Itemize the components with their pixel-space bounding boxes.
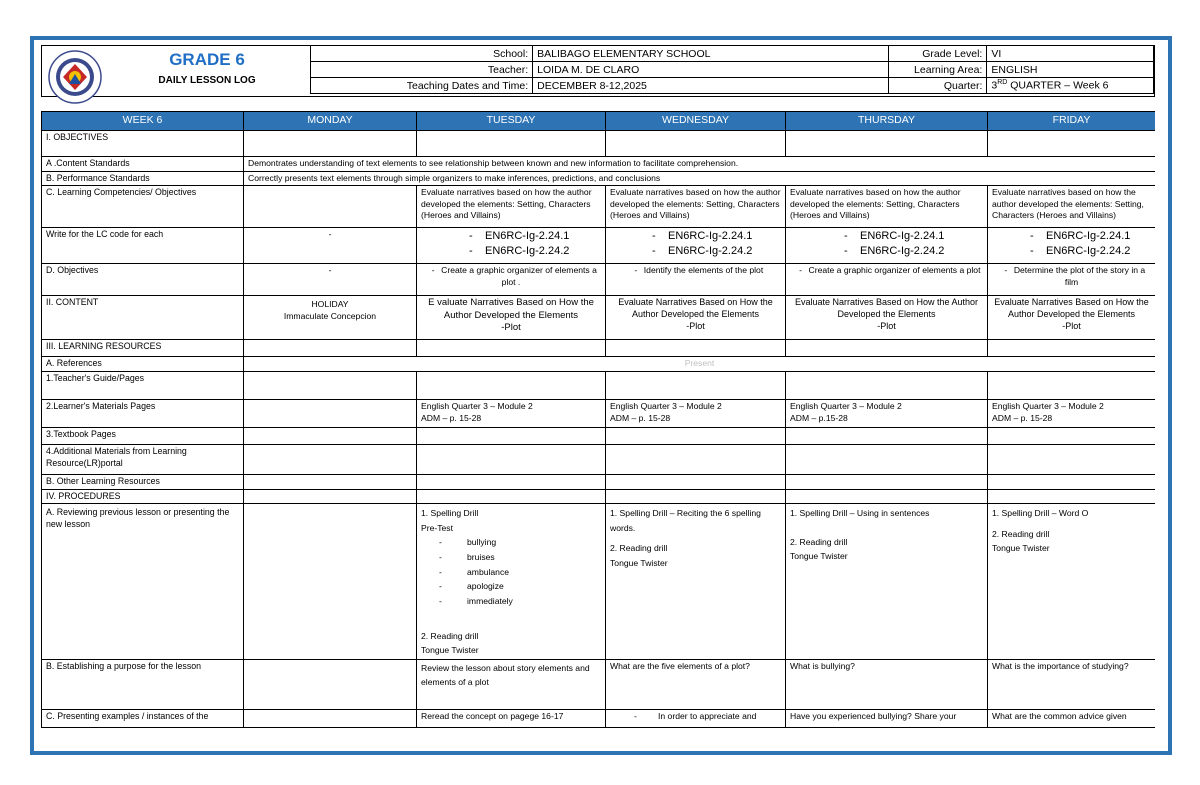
obj-thu: - Create a graphic organizer of elements a plot <box>786 264 988 296</box>
lesson-table <box>41 111 1155 728</box>
list-item: - immediately <box>439 594 601 609</box>
row-label: C. Presenting examples / instances of the <box>42 709 244 727</box>
table-row <box>42 504 1156 659</box>
references-placeholder: Present <box>244 357 1156 372</box>
list-item: - ambulance <box>439 565 601 580</box>
content-tue: E valuate Narratives Based on How the Author Developed the Elements -Plot <box>417 296 606 340</box>
competency-thu: Evaluate narratives based on how the author developed the elements: Setting, Characters (Heroes and Villains) <box>786 186 988 228</box>
row-label: A. References <box>42 357 244 372</box>
row-label: B. Performance Standards <box>42 172 244 186</box>
spelling-word-list <box>421 535 601 608</box>
teacher-label: Teacher: <box>311 62 533 78</box>
lm-wed: English Quarter 3 – Module 2 ADM – p. 15-28 <box>606 400 786 428</box>
col-monday: MONDAY <box>244 112 417 131</box>
table-row <box>42 372 1156 400</box>
present-thu: Have you experienced bullying? Share your <box>786 709 988 727</box>
purpose-fri: What is the importance of studying? <box>988 659 1156 709</box>
table-row <box>42 489 1156 503</box>
lesson-log <box>41 45 1155 750</box>
row-label: IV. PROCEDURES <box>42 489 244 503</box>
content-fri: Evaluate Narratives Based on How the Author Developed the Elements -Plot <box>988 296 1156 340</box>
table-row <box>42 186 1156 228</box>
purpose-wed: What are the five elements of a plot? <box>606 659 786 709</box>
table-row <box>42 659 1156 709</box>
obj-tue: - Create a graphic organizer of elements a plot . <box>417 264 606 296</box>
learning-area-value: ENGLISH <box>987 62 1154 78</box>
row-label: D. Objectives <box>42 264 244 296</box>
row-label: 1.Teacher's Guide/Pages <box>42 372 244 400</box>
col-week: WEEK 6 <box>42 112 244 131</box>
lc-fri: - EN6RC-Ig-2.24.1 - EN6RC-Ig-2.24.2 <box>988 228 1156 264</box>
quarter-number: 3 <box>991 79 998 92</box>
table-row <box>42 264 1156 296</box>
row-label: B. Establishing a purpose for the lesson <box>42 659 244 709</box>
performance-standards-text: Correctly presents text elements through simple organizers to make inferences, predictions, and conclusions <box>244 172 1156 186</box>
learning-area-label: Learning Area: <box>888 62 987 78</box>
table-row <box>42 357 1156 372</box>
row-label: 3.Textbook Pages <box>42 428 244 445</box>
present-fri: What are the common advice given <box>988 709 1156 727</box>
list-item: - bullying <box>439 535 601 550</box>
row-label: I. OBJECTIVES <box>42 131 244 157</box>
teacher-value: LOIDA M. DE CLARO <box>533 62 888 78</box>
row-label: 2.Learner's Materials Pages <box>42 400 244 428</box>
table-row <box>42 296 1156 340</box>
purpose-thu: What is bullying? <box>786 659 988 709</box>
row-label: A. Reviewing previous lesson or presenting the new lesson <box>42 504 244 659</box>
table-row <box>42 340 1156 357</box>
obj-monday: - <box>244 264 417 296</box>
quarter-value <box>987 78 1154 94</box>
col-wednesday: WEDNESDAY <box>606 112 786 131</box>
school-value: BALIBAGO ELEMENTARY SCHOOL <box>533 46 888 62</box>
row-label: B. Other Learning Resources <box>42 475 244 489</box>
row-label: II. CONTENT <box>42 296 244 340</box>
table-row <box>42 228 1156 264</box>
competency-fri: Evaluate narratives based on how the author developed the elements: Setting, Characters (Heroes and Villains) <box>988 186 1156 228</box>
lm-tue: English Quarter 3 – Module 2 ADM – p. 15-28 <box>417 400 606 428</box>
info-table <box>310 45 1154 94</box>
table-row <box>42 428 1156 445</box>
dates-value: DECEMBER 8-12,2025 <box>533 78 888 94</box>
table-row <box>42 131 1156 157</box>
grade-level-value: VI <box>987 46 1154 62</box>
lm-fri: English Quarter 3 – Module 2 ADM – p. 15-28 <box>988 400 1156 428</box>
quarter-text: QUARTER – Week 6 <box>1007 79 1109 92</box>
lc-monday: - <box>244 228 417 264</box>
purpose-tue: Review the lesson about story elements and elements of a plot <box>417 659 606 709</box>
content-thu: Evaluate Narratives Based on How the Author Developed the Elements -Plot <box>786 296 988 340</box>
table-row <box>42 157 1156 172</box>
lc-wed: - EN6RC-Ig-2.24.1 - EN6RC-Ig-2.24.2 <box>606 228 786 264</box>
lm-thu: English Quarter 3 – Module 2 ADM – p.15-28 <box>786 400 988 428</box>
row-label: C. Learning Competencies/ Objectives <box>42 186 244 228</box>
present-tue: Reread the concept on pagege 16-17 <box>417 709 606 727</box>
obj-fri: - Determine the plot of the story in a film <box>988 264 1156 296</box>
review-wed: 1. Spelling Drill – Reciting the 6 spelling words. 2. Reading drill Tongue Twister <box>606 504 786 659</box>
list-item: - apologize <box>439 579 601 594</box>
review-thu: 1. Spelling Drill – Using in sentences 2. Reading drill Tongue Twister <box>786 504 988 659</box>
grade-title: GRADE 6 <box>169 50 245 69</box>
row-label: A .Content Standards <box>42 157 244 172</box>
table-row <box>42 172 1156 186</box>
lc-tue: - EN6RC-Ig-2.24.1 - EN6RC-Ig-2.24.2 <box>417 228 606 264</box>
dates-label: Teaching Dates and Time: <box>311 78 533 94</box>
quarter-label: Quarter: <box>888 78 987 94</box>
competency-wed: Evaluate narratives based on how the author developed the elements: Setting, Characters (Heroes and Villains) <box>606 186 786 228</box>
list-item: - bruises <box>439 550 601 565</box>
header <box>41 45 1155 97</box>
content-monday: HOLIDAY Immaculate Concepcion <box>244 296 417 340</box>
col-tuesday: TUESDAY <box>417 112 606 131</box>
review-fri: 1. Spelling Drill – Word O 2. Reading drill Tongue Twister <box>988 504 1156 659</box>
present-wed: - In order to appreciate and <box>606 709 786 727</box>
table-row <box>42 445 1156 475</box>
grade-level-label: Grade Level: <box>888 46 987 62</box>
column-header-row <box>42 112 1156 131</box>
obj-wed: - Identify the elements of the plot <box>606 264 786 296</box>
quarter-suffix: RD <box>997 79 1008 87</box>
col-friday: FRIDAY <box>988 112 1156 131</box>
table-row <box>42 400 1156 428</box>
lc-thu: - EN6RC-Ig-2.24.1 - EN6RC-Ig-2.24.2 <box>786 228 988 264</box>
content-wed: Evaluate Narratives Based on How the Author Developed the Elements -Plot <box>606 296 786 340</box>
content-standards-text: Demontrates understanding of text elements to see relationship between known and new information to facilitate comprehension. <box>244 157 1156 172</box>
competency-tue: Evaluate narratives based on how the author developed the elements: Setting, Characters (Heroes and Villains) <box>417 186 606 228</box>
col-thursday: THURSDAY <box>786 112 988 131</box>
log-title: DAILY LESSON LOG <box>158 75 256 86</box>
school-label: School: <box>311 46 533 62</box>
row-label: III. LEARNING RESOURCES <box>42 340 244 357</box>
table-row <box>42 709 1156 727</box>
row-label: Write for the LC code for each <box>42 228 244 264</box>
row-label: 4.Additional Materials from Learning Resource(LR)portal <box>42 445 244 475</box>
review-tue: 1. Spelling Drill Pre-Test - bullying - bruises - ambulance - apologize - immediately 2. Reading drill Tongue Twister <box>417 504 606 659</box>
table-row <box>42 475 1156 489</box>
deped-seal-icon <box>48 50 102 104</box>
